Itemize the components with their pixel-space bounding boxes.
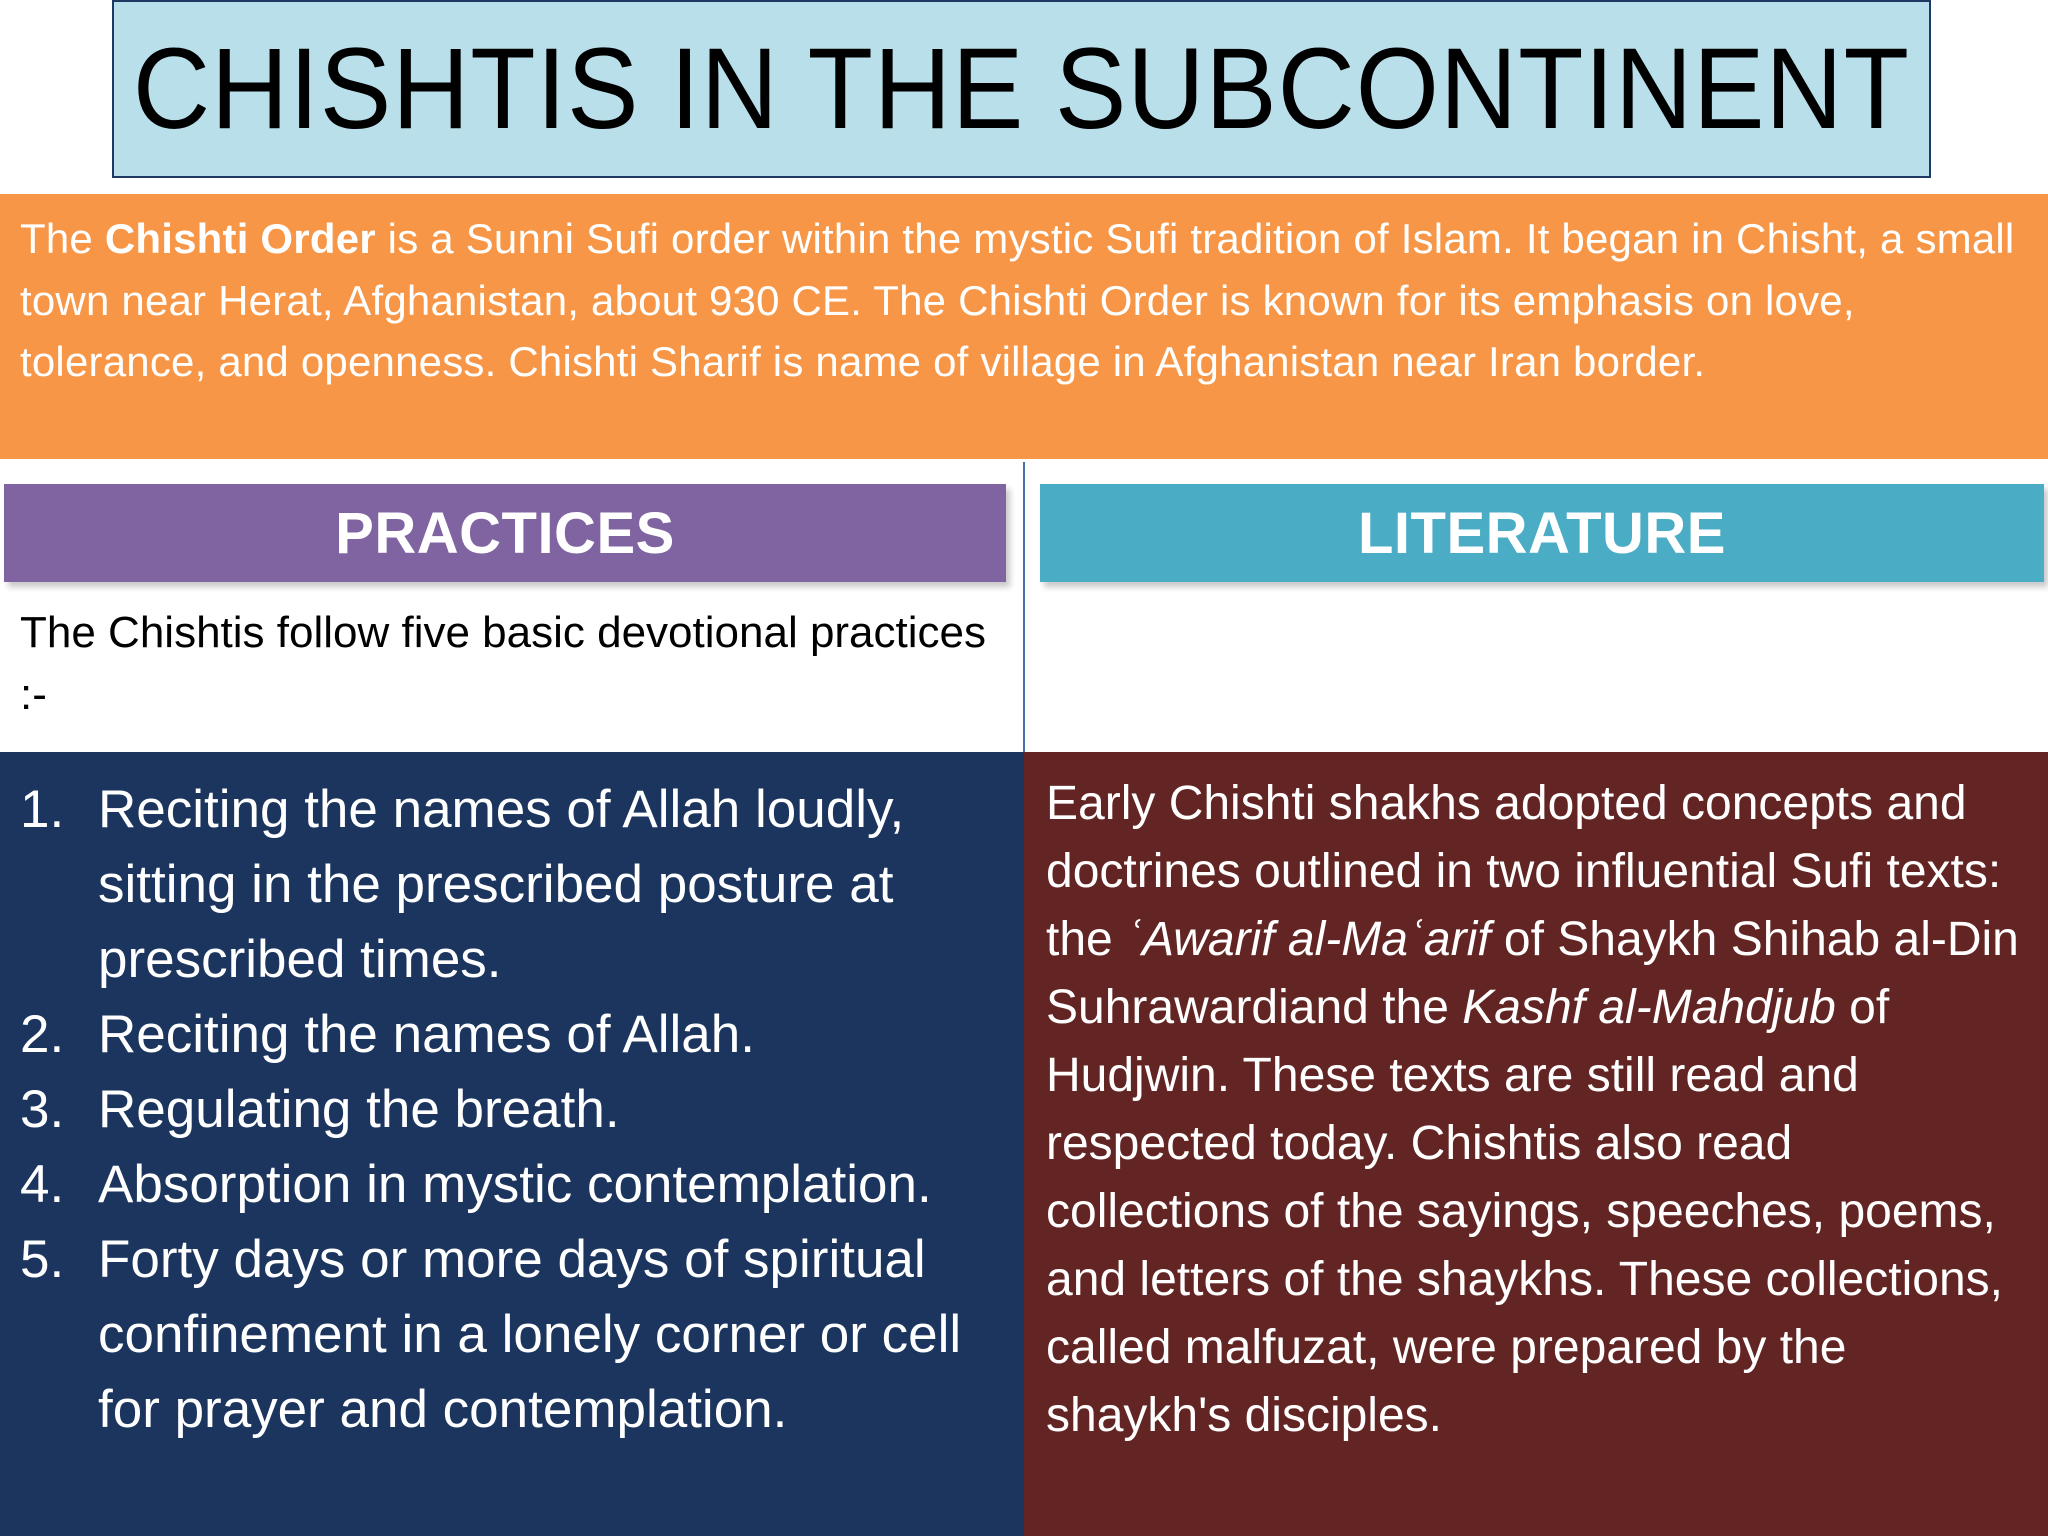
practices-panel <box>0 752 1024 1536</box>
list-item <box>20 772 1024 997</box>
item-number: 3. <box>20 1080 65 1139</box>
slide-title: CHISHTIS IN THE SUBCONTINENT <box>133 25 1910 153</box>
intro-panel <box>0 194 2048 459</box>
item-text: Reciting the names of Allah. <box>98 1005 755 1064</box>
item-text: Forty days or more days of spiritual confinement in a lonely corner or cell for prayer and contemplation. <box>98 1230 962 1439</box>
item-number: 1. <box>20 780 65 839</box>
literature-part-1: Early Chishti shakhs adopted concepts and doctrines outlined in two influential Sufi texts: the <box>1046 777 2002 966</box>
intro-bold-term: Chishti Order <box>104 215 376 262</box>
literature-title-1: ʿAwarif al-Maʿarif <box>1126 913 1491 966</box>
literature-header <box>1040 484 2044 582</box>
column-divider <box>1023 462 1025 752</box>
practices-header <box>4 484 1006 582</box>
item-number: 5. <box>20 1230 65 1289</box>
title-banner <box>112 0 1931 178</box>
intro-lead: The <box>20 215 105 262</box>
list-item <box>20 1072 1024 1147</box>
literature-panel <box>1024 752 2048 1536</box>
practices-intro: The Chishtis follow five basic devotional practices :- <box>20 608 987 719</box>
practices-list <box>20 772 1024 1447</box>
literature-part-3: of Hudjwin. These texts are still read and respected today. Chishtis also read collections of the sayings, speeches, poems, and letters of the shaykhs. These collections, called malfuzat, were prepared by the shaykh's disciples. <box>1046 981 2003 1442</box>
literature-header-label: LITERATURE <box>1357 500 1726 566</box>
intro-paragraph <box>20 208 2028 393</box>
list-item <box>20 1147 1024 1222</box>
item-text: Regulating the breath. <box>98 1080 620 1139</box>
literature-part-2: of Shaykh Shihab al-Din Suhrawardiand the <box>1046 913 2019 1034</box>
item-number: 4. <box>20 1155 65 1214</box>
item-text: Reciting the names of Allah loudly, sitting in the prescribed posture at prescribed times. <box>98 780 905 989</box>
literature-paragraph <box>1046 770 2028 1450</box>
item-number: 2. <box>20 1005 65 1064</box>
item-text: Absorption in mystic contemplation. <box>98 1155 932 1214</box>
practices-header-label: PRACTICES <box>335 500 675 566</box>
list-item <box>20 997 1024 1072</box>
list-item <box>20 1222 1024 1447</box>
literature-title-2: Kashf al-Mahdjub <box>1462 981 1836 1034</box>
intro-rest: is a Sunni Sufi order within the mystic Sufi tradition of Islam. It began in Chisht, a small town near Herat, Afghanistan, about 930 CE. The Chishti Order is known for its emphasis on love, tolerance, and openness. Chishti Sharif is name of village in Afghanistan near Iran border. <box>20 215 2015 385</box>
